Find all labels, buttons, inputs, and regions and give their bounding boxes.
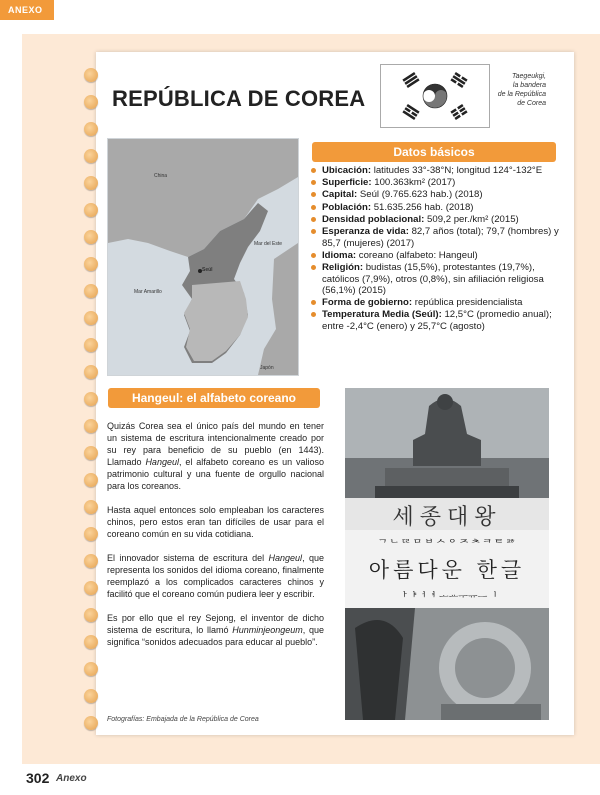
item-label: Forma de gobierno: xyxy=(322,297,413,309)
flag-caption xyxy=(488,72,546,108)
paragraph: El innovador sistema de escritura del Hangeul, que representa los sonidos del idioma coreano, finalmente reemplazó a los complicados caracteres chinos y facilitó que el coreano común pudiera leer y escribir. xyxy=(107,553,324,599)
korea-flag-image xyxy=(380,64,490,128)
item-text: 100.363km² (2017) xyxy=(374,177,456,189)
item-label: Idioma: xyxy=(322,249,357,261)
item-label: Población: xyxy=(322,201,372,213)
ring-icon xyxy=(84,716,98,730)
ring-icon xyxy=(84,635,98,649)
taegeukgi-flag-icon xyxy=(381,65,489,127)
sign-text: 세종대왕 xyxy=(392,505,502,530)
ring-icon xyxy=(84,662,98,676)
datos-basicos-header: Datos básicos xyxy=(312,142,556,162)
list-item xyxy=(310,226,565,249)
item-text: Seúl (9.765.623 hab.) (2018) xyxy=(359,189,483,201)
hangeul-sign-photo xyxy=(345,498,549,608)
monument-icon xyxy=(345,608,549,720)
item-label: Temperatura Media (Seúl): xyxy=(322,309,442,321)
list-item xyxy=(310,165,565,177)
flag-caption-line: la bandera xyxy=(512,82,546,89)
ring-icon xyxy=(84,176,98,190)
item-label: Esperanza de vida: xyxy=(322,225,409,237)
item-text: 509,2 per./km² (2015) xyxy=(427,213,519,225)
ring-icon xyxy=(84,527,98,541)
item-text: 12,5°C (promedio anual); entre -2,4°C (enero) y 25,7°C (agosto) xyxy=(322,309,552,333)
item-text: budistas (15,5%), protestantes (19,7%), católicos (7,9%), otros (0,8%), sin afiliación religiosa (56,1%) (2015) xyxy=(322,261,544,297)
page-title: REPÚBLICA DE COREA xyxy=(112,86,366,111)
sejong-statue-photo xyxy=(345,388,549,498)
map-label-china: China xyxy=(154,173,168,179)
ring-icon xyxy=(84,473,98,487)
map-label-mar-del-este: Mar del Este xyxy=(254,241,283,247)
item-label: Religión: xyxy=(322,261,364,273)
list-item xyxy=(310,250,565,262)
ring-icon xyxy=(84,338,98,352)
vowel-row: ᅡᅣᅥᅧ ᅩᅭᅮᅲᅳᅵ xyxy=(397,592,497,603)
ring-icon xyxy=(84,446,98,460)
datos-basicos-list xyxy=(310,165,565,333)
map-label-japon: Japón xyxy=(260,365,274,371)
ring-icon xyxy=(84,284,98,298)
flag-caption-line: Taegeukgi, xyxy=(512,73,546,80)
page-section-label: Anexo xyxy=(56,773,87,784)
list-item xyxy=(310,309,565,332)
item-label: Densidad poblacional: xyxy=(322,213,425,225)
ring-icon xyxy=(84,122,98,136)
list-item xyxy=(310,177,565,189)
ring-icon xyxy=(84,554,98,568)
paragraph: Quizás Corea sea el único país del mundo en tener un sistema de escritura intencionalmente creado por su rey para beneficio de su pueblo (en 1443). Llamado Hangeul, el alfabeto coreano es un valioso patrimonio cultural y una fuente de orgullo nacional para los coreanos. xyxy=(107,421,324,491)
ring-icon xyxy=(84,419,98,433)
ring-icon xyxy=(84,365,98,379)
list-item xyxy=(310,297,565,309)
ring-icon xyxy=(84,500,98,514)
korea-map-icon xyxy=(108,139,298,375)
ring-icon xyxy=(84,230,98,244)
flag-caption-line: de la República xyxy=(497,91,546,98)
statue-icon xyxy=(345,388,549,498)
korea-map xyxy=(107,138,299,376)
hangeul-phrase: 아름다운 한글 xyxy=(368,558,526,582)
item-text: 82,7 años (total); 79,7 (hombres) y 85,7 (mujeres) (2017) xyxy=(322,225,559,249)
ring-icon xyxy=(84,257,98,271)
ring-icon xyxy=(84,95,98,109)
map-label-mar-amarillo: Mar Amarillo xyxy=(134,289,162,295)
item-label: Ubicación: xyxy=(322,165,372,176)
hangeul-header: Hangeul: el alfabeto coreano xyxy=(108,388,320,408)
ring-icon xyxy=(84,68,98,82)
ring-icon xyxy=(84,392,98,406)
ring-icon xyxy=(84,689,98,703)
ring-icon xyxy=(84,581,98,595)
paragraph: Es por ello que el rey Sejong, el inventor de dicho sistema de escritura, lo llamó Hunminjeongeum, que significa “sonidos adecuados para educar al pueblo”. xyxy=(107,613,324,647)
list-item xyxy=(310,214,565,226)
hangeul-body xyxy=(107,420,324,660)
list-item xyxy=(310,262,565,297)
item-text: república presidencialista xyxy=(414,297,523,309)
ring-icon xyxy=(84,203,98,217)
item-text: 51.635.256 hab. (2018) xyxy=(373,201,474,213)
photo-credit: Fotografías: Embajada de la República de Corea xyxy=(107,716,259,723)
jamo-row: ᄀᄂᄃᄅᄆᄇᄉᄋᄌᄎᄏᄐᄑᄒ xyxy=(377,538,517,551)
list-item xyxy=(310,189,565,201)
item-label: Capital: xyxy=(322,189,358,201)
ring-icon xyxy=(84,149,98,163)
item-text: latitudes 33°-38°N; longitud 124°-132°E xyxy=(373,165,543,176)
monument-photo xyxy=(345,608,549,720)
map-label-seul: Seúl xyxy=(202,267,213,273)
paragraph: Hasta aquel entonces solo empleaban los caracteres chinos, pero estos eran tan difíciles de usar para el coreano común en su vida cotidiana. xyxy=(107,505,324,539)
item-label: Superficie: xyxy=(322,177,372,189)
page-number: 302 xyxy=(26,770,50,786)
ring-icon xyxy=(84,311,98,325)
flag-caption-line: de Corea xyxy=(517,100,546,107)
item-text: coreano (alfabeto: Hangeul) xyxy=(358,249,478,261)
notebook-rings xyxy=(84,60,102,740)
list-item xyxy=(310,202,565,214)
section-tab: ANEXO xyxy=(0,0,54,20)
ring-icon xyxy=(84,608,98,622)
